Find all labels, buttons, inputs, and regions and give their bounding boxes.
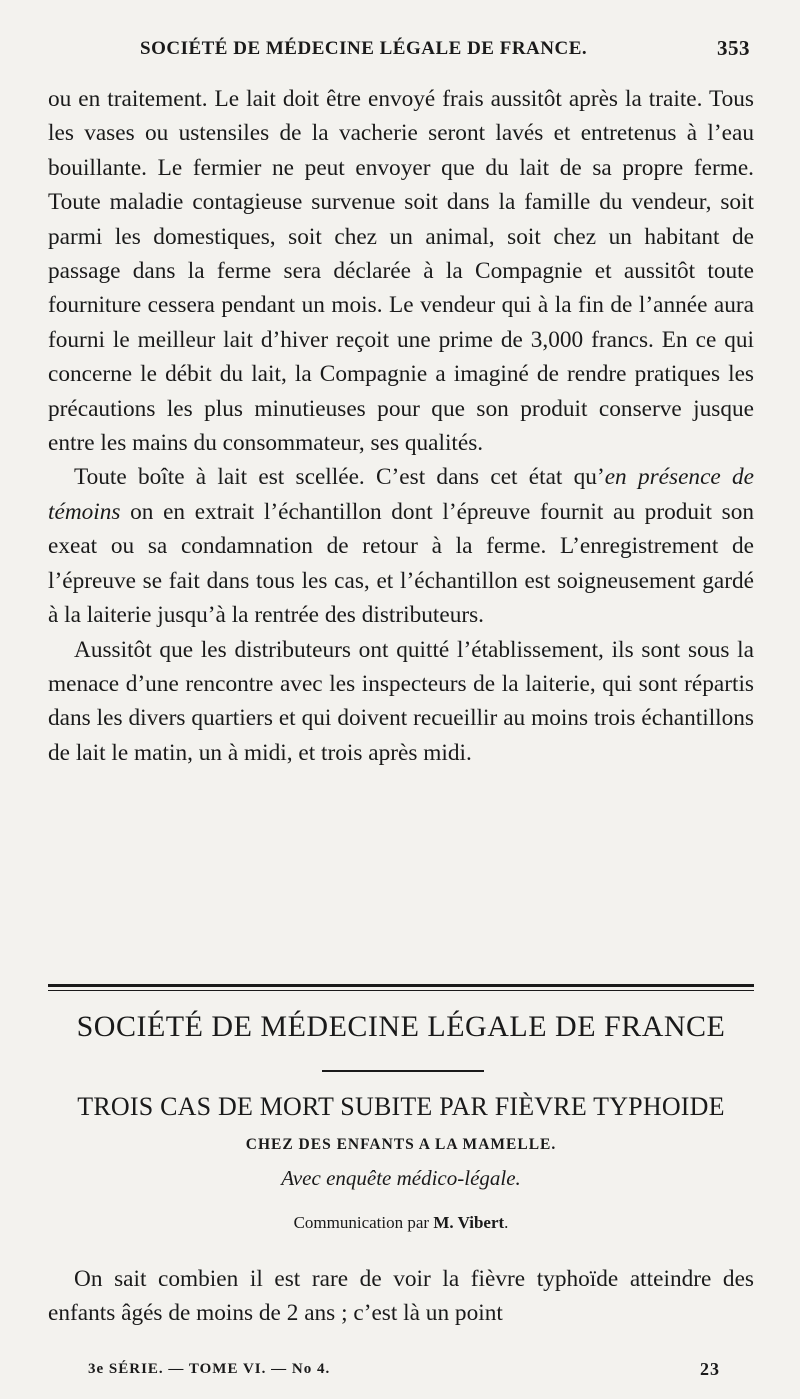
byline-prefix: Communication par	[293, 1213, 434, 1232]
page-number: 353	[717, 36, 750, 60]
paragraph-text: on en extrait l’échantillon dont l’épreuve fournit au produit son exeat ou sa condamnation de retour à la ferme. L’enregistrement de l’épreuve se fait dans tous les cas, et l’échantillon est soigneusement gardé à la laiterie jusqu’à la rentrée des distributeurs.	[48, 498, 754, 629]
body-text-lower	[48, 1262, 754, 1331]
article-subtitle: CHEZ DES ENFANTS A LA MAMELLE.	[245, 1136, 557, 1153]
sheet-number: 23	[700, 1359, 720, 1379]
article-title: TROIS CAS DE MORT SUBITE PAR FIÈVRE TYPHOIDE	[77, 1092, 725, 1121]
society-heading: SOCIÉTÉ DE MÉDECINE LÉGALE DE FRANCE	[76, 1010, 726, 1043]
paragraph-typhoid-intro: On sait combien il est rare de voir la fièvre typhoïde atteindre des enfants âgés de moins de 2 ans ; c’est là un point	[48, 1266, 754, 1327]
article-enquete-note: Avec enquête médico-légale.	[281, 1166, 521, 1190]
paragraph-text: Toute boîte à lait est scellée. C’est dans cet état qu’	[74, 464, 605, 491]
paragraph-sealed-boxes	[48, 460, 754, 632]
signature-mark: 3e SÉRIE. — TOME VI. — No 4.	[88, 1361, 331, 1377]
paragraph-continued: ou en traitement. Le lait doit être envoyé frais aussitôt après la traite. Tous les vases ou ustensiles de la vacherie seront lavés et entretenus à l’eau bouillante. Le fermier ne peut envoyer que du lait de sa propre ferme. Toute maladie contagieuse survenue soit dans la famille du vendeur, soit parmi les domestiques, soit chez un animal, soit chez un habitant de passage dans la ferme sera déclarée à la Compagnie et aussitôt toute fourniture cessera pendant un mois. Le vendeur qui à la fin de l’année aura fourni le meilleur lait d’hiver reçoit une prime de 3,000 francs. En ce qui concerne le débit du lait, la Compagnie a imaginé de rendre pratiques les précautions les plus minutieuses pour que son produit conserve jusque entre les mains du consommateur, ses qualités.	[48, 86, 754, 457]
italic-phrase: en présence de témoins	[48, 464, 754, 525]
heading-underline-rule	[322, 1070, 484, 1072]
running-title: SOCIÉTÉ DE MÉDECINE LÉGALE DE FRANCE.	[140, 38, 588, 59]
section-separator-rule	[48, 984, 754, 991]
byline-author: M. Vibert	[433, 1213, 505, 1232]
byline-suffix: .	[504, 1213, 509, 1232]
article-byline	[48, 1213, 754, 1233]
body-text-upper	[48, 82, 754, 770]
paragraph-distributors: Aussitôt que les distributeurs ont quitté l’établissement, ils sont sous la menace d’une rencontre avec les inspecteurs de la laiterie, qui sont répartis dans les divers quartiers et qui doivent recueillir au moins trois échantillons de lait le matin, un à midi, et trois après midi.	[48, 636, 754, 766]
